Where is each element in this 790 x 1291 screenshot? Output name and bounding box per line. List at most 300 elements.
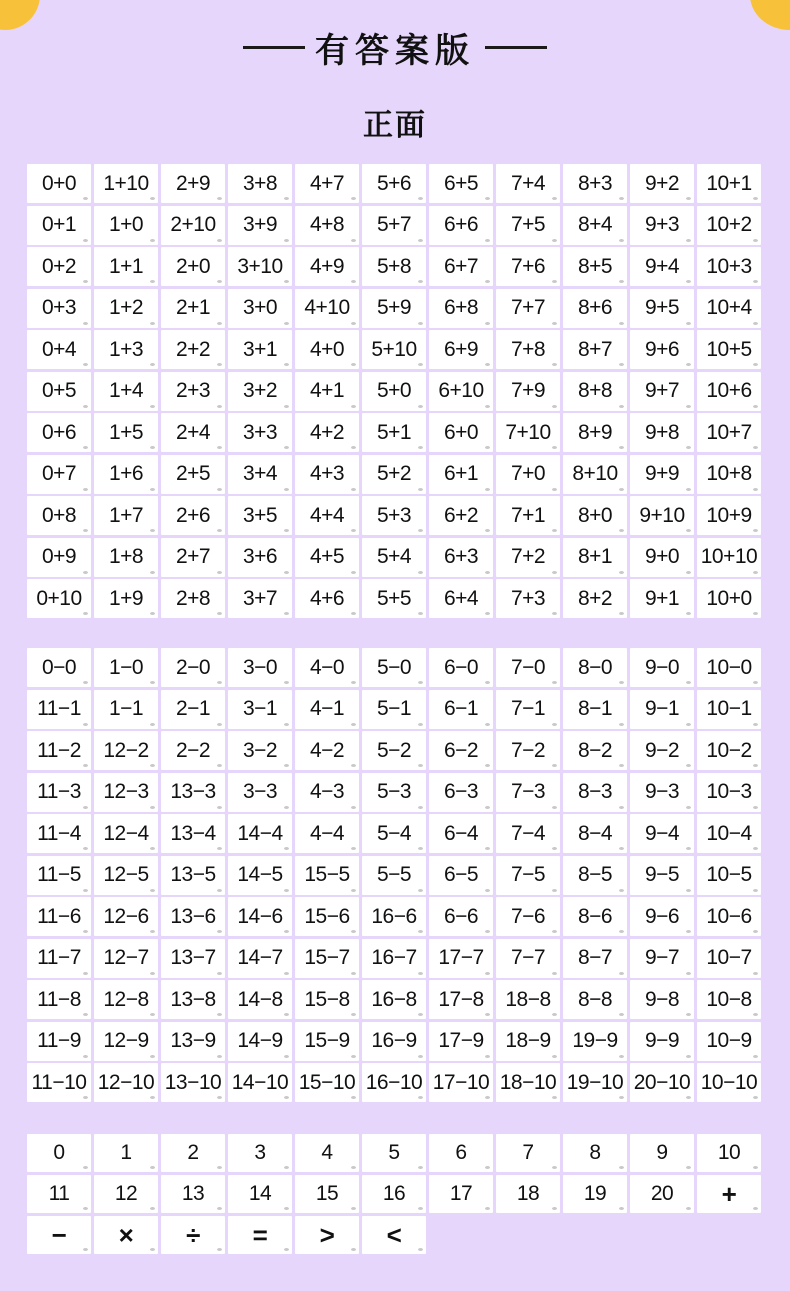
card-corner-mark xyxy=(217,764,222,767)
card-corner-mark xyxy=(351,1166,356,1169)
subtraction-card-label: 12−10 xyxy=(97,1070,155,1094)
subtraction-card-label: 17−8 xyxy=(438,987,484,1011)
addition-card xyxy=(496,206,560,245)
card-corner-mark xyxy=(284,889,289,892)
addition-card xyxy=(630,247,694,286)
addition-card-label: 4+6 xyxy=(309,586,345,610)
card-corner-mark xyxy=(83,889,88,892)
card-corner-mark xyxy=(284,764,289,767)
number-card-label: = xyxy=(252,1219,268,1250)
subtraction-card xyxy=(228,980,292,1019)
card-corner-mark xyxy=(753,446,758,449)
card-corner-mark xyxy=(485,847,490,850)
subtraction-card-label: 20−10 xyxy=(633,1070,691,1094)
addition-card xyxy=(94,289,158,328)
addition-card xyxy=(429,455,493,494)
addition-card xyxy=(563,289,627,328)
addition-card xyxy=(161,289,225,328)
addition-card-label: 3+5 xyxy=(242,503,278,527)
number-card-label: 18 xyxy=(516,1182,540,1205)
subtraction-card xyxy=(161,980,225,1019)
addition-card-label: 0+0 xyxy=(41,171,77,195)
card-corner-mark xyxy=(552,1055,557,1058)
card-corner-mark xyxy=(619,322,624,325)
card-corner-mark xyxy=(619,488,624,491)
card-corner-mark xyxy=(753,488,758,491)
addition-card xyxy=(563,206,627,245)
subtraction-card-label: 11−8 xyxy=(37,987,81,1011)
card-corner-mark xyxy=(686,529,691,532)
subtraction-card-label: 3−2 xyxy=(242,738,278,762)
addition-card-label: 5+4 xyxy=(376,545,412,568)
card-corner-mark xyxy=(619,1166,624,1169)
addition-card xyxy=(362,579,426,618)
card-corner-mark xyxy=(83,847,88,850)
addition-card-label: 3+9 xyxy=(242,213,278,236)
addition-card xyxy=(27,413,91,452)
card-corner-mark xyxy=(284,1013,289,1016)
subtraction-card xyxy=(228,773,292,812)
subtraction-card xyxy=(362,897,426,936)
subtraction-card-label: 3−0 xyxy=(242,655,278,679)
addition-card xyxy=(563,372,627,411)
addition-card-label: 9+4 xyxy=(644,254,680,278)
subtraction-card xyxy=(697,814,761,853)
card-corner-mark xyxy=(753,571,758,574)
number-symbol-card-grid xyxy=(27,1134,764,1254)
card-corner-mark xyxy=(753,1055,758,1058)
subtraction-card xyxy=(563,690,627,729)
addition-card-label: 0+5 xyxy=(41,379,77,402)
addition-card-label: 6+10 xyxy=(438,379,484,402)
number-card-label: > xyxy=(319,1219,335,1250)
card-corner-mark xyxy=(284,806,289,809)
card-corner-mark xyxy=(284,322,289,325)
subtraction-card-label: 12−9 xyxy=(103,1029,149,1052)
card-corner-mark xyxy=(150,529,155,532)
subtraction-card-label: 5−2 xyxy=(376,738,412,762)
addition-card xyxy=(27,496,91,535)
title-row xyxy=(0,22,790,72)
card-corner-mark xyxy=(418,681,423,684)
subtraction-card xyxy=(161,1063,225,1102)
addition-card-label: 1+6 xyxy=(108,462,144,485)
addition-card xyxy=(429,413,493,452)
addition-card-label: 5+10 xyxy=(371,337,417,361)
addition-card xyxy=(496,455,560,494)
card-corner-mark xyxy=(150,1166,155,1169)
addition-card xyxy=(697,330,761,369)
card-corner-mark xyxy=(418,197,423,200)
card-corner-mark xyxy=(150,889,155,892)
card-corner-mark xyxy=(552,612,557,615)
subtraction-card-label: 8−0 xyxy=(577,655,613,679)
subtraction-card xyxy=(161,731,225,770)
card-corner-mark xyxy=(753,1207,758,1210)
addition-card xyxy=(161,538,225,577)
card-corner-mark xyxy=(619,1207,624,1210)
card-corner-mark xyxy=(150,197,155,200)
addition-card xyxy=(630,330,694,369)
addition-card xyxy=(496,164,560,203)
card-corner-mark xyxy=(552,488,557,491)
subtraction-card xyxy=(697,648,761,687)
addition-card xyxy=(429,330,493,369)
subtraction-card-label: 4−4 xyxy=(309,821,345,845)
card-corner-mark xyxy=(284,280,289,283)
subtraction-card xyxy=(161,690,225,729)
subtraction-card xyxy=(27,648,91,687)
number-card-label: 15 xyxy=(315,1182,339,1205)
card-corner-mark xyxy=(552,363,557,366)
subtraction-card-label: 13−7 xyxy=(170,946,216,969)
addition-card-label: 0+3 xyxy=(41,296,77,319)
subtraction-card-label: 12−5 xyxy=(103,863,149,886)
subtraction-card xyxy=(362,939,426,978)
addition-card-label: 6+9 xyxy=(443,337,479,361)
subtraction-card-label: 12−4 xyxy=(103,821,149,845)
card-corner-mark xyxy=(485,488,490,491)
subtraction-card-label: 16−9 xyxy=(371,1029,417,1052)
card-corner-mark xyxy=(753,806,758,809)
subtraction-card xyxy=(697,1063,761,1102)
addition-card-label: 4+10 xyxy=(304,296,350,319)
card-corner-mark xyxy=(351,1013,356,1016)
subtraction-card-label: 13−9 xyxy=(170,1029,216,1052)
addition-card-label: 5+0 xyxy=(376,379,412,402)
card-corner-mark xyxy=(485,889,490,892)
subtraction-card-label: 11−5 xyxy=(37,863,81,886)
card-corner-mark xyxy=(351,889,356,892)
addition-card xyxy=(697,538,761,577)
card-corner-mark xyxy=(753,529,758,532)
card-corner-mark xyxy=(418,889,423,892)
addition-card xyxy=(496,289,560,328)
subtraction-card xyxy=(496,773,560,812)
card-corner-mark xyxy=(552,1096,557,1099)
subtraction-card xyxy=(27,773,91,812)
card-corner-mark xyxy=(619,764,624,767)
card-corner-mark xyxy=(83,280,88,283)
addition-card xyxy=(295,413,359,452)
addition-card xyxy=(630,496,694,535)
card-corner-mark xyxy=(418,405,423,408)
number-card-label: 7 xyxy=(522,1141,534,1164)
card-corner-mark xyxy=(619,571,624,574)
subtraction-card xyxy=(630,731,694,770)
card-corner-mark xyxy=(351,363,356,366)
card-corner-mark xyxy=(418,612,423,615)
addition-card xyxy=(630,579,694,618)
subtraction-card xyxy=(496,690,560,729)
addition-card xyxy=(228,206,292,245)
addition-card-label: 4+2 xyxy=(309,420,345,444)
card-corner-mark xyxy=(150,1096,155,1099)
addition-card-label: 7+4 xyxy=(510,171,546,195)
addition-card-label: 10+10 xyxy=(700,545,758,568)
card-corner-mark xyxy=(217,529,222,532)
subtraction-card xyxy=(27,980,91,1019)
subtraction-card-label: 13−3 xyxy=(170,780,216,803)
subtraction-card-label: 10−5 xyxy=(706,863,752,886)
subtraction-card xyxy=(697,1022,761,1061)
card-corner-mark xyxy=(217,889,222,892)
addition-card-label: 2+9 xyxy=(175,171,211,195)
addition-card-label: 5+5 xyxy=(376,586,412,610)
addition-card-label: 10+7 xyxy=(706,420,752,444)
card-corner-mark xyxy=(753,239,758,242)
subtraction-card xyxy=(295,1022,359,1061)
number-card-label: 2 xyxy=(187,1141,199,1164)
card-corner-mark xyxy=(217,1207,222,1210)
addition-card xyxy=(94,538,158,577)
addition-card xyxy=(697,247,761,286)
addition-card-label: 1+9 xyxy=(108,586,144,610)
addition-card-label: 3+3 xyxy=(242,420,278,444)
card-corner-mark xyxy=(418,1248,423,1251)
card-corner-mark xyxy=(351,764,356,767)
subtraction-card xyxy=(563,648,627,687)
card-corner-mark xyxy=(284,972,289,975)
subtraction-card-label: 4−0 xyxy=(309,655,345,679)
card-corner-mark xyxy=(485,1166,490,1169)
card-corner-mark xyxy=(351,806,356,809)
card-corner-mark xyxy=(351,1096,356,1099)
number-card-label: 19 xyxy=(583,1182,607,1205)
subtraction-card xyxy=(630,897,694,936)
card-corner-mark xyxy=(485,972,490,975)
card-corner-mark xyxy=(686,1013,691,1016)
addition-card xyxy=(362,247,426,286)
subtraction-card xyxy=(27,939,91,978)
addition-card xyxy=(27,206,91,245)
addition-card xyxy=(295,164,359,203)
card-corner-mark xyxy=(485,1055,490,1058)
number-card-label: 14 xyxy=(248,1182,272,1205)
addition-card-label: 3+6 xyxy=(242,545,278,568)
card-corner-mark xyxy=(418,280,423,283)
card-corner-mark xyxy=(552,972,557,975)
subtraction-card-label: 5−4 xyxy=(376,821,412,845)
number-card-label: 8 xyxy=(589,1141,601,1164)
subtraction-card-label: 1−0 xyxy=(108,655,144,679)
card-corner-mark xyxy=(686,681,691,684)
subtraction-card-label: 15−6 xyxy=(304,904,350,928)
subtraction-card xyxy=(630,814,694,853)
subtraction-card xyxy=(27,897,91,936)
addition-card-label: 4+0 xyxy=(309,337,345,361)
card-corner-mark xyxy=(485,363,490,366)
card-corner-mark xyxy=(351,723,356,726)
subtraction-card xyxy=(429,690,493,729)
addition-card-label: 8+0 xyxy=(577,503,613,527)
addition-card xyxy=(295,289,359,328)
card-corner-mark xyxy=(485,405,490,408)
subtraction-card xyxy=(94,897,158,936)
subtraction-card-label: 9−0 xyxy=(644,655,680,679)
addition-card xyxy=(94,413,158,452)
number-card xyxy=(630,1134,694,1172)
addition-card-label: 1+8 xyxy=(108,545,144,568)
card-corner-mark xyxy=(351,488,356,491)
addition-card xyxy=(429,538,493,577)
addition-card xyxy=(228,164,292,203)
addition-card xyxy=(429,496,493,535)
card-corner-mark xyxy=(485,571,490,574)
subtraction-card xyxy=(295,648,359,687)
addition-card xyxy=(228,579,292,618)
addition-card-label: 5+6 xyxy=(376,171,412,195)
subtraction-card-label: 3−3 xyxy=(242,780,278,803)
subtraction-card xyxy=(94,1022,158,1061)
card-corner-mark xyxy=(217,612,222,615)
subtraction-card-label: 10−9 xyxy=(706,1029,752,1052)
addition-card-label: 8+4 xyxy=(577,213,613,236)
card-corner-mark xyxy=(485,280,490,283)
number-card xyxy=(228,1175,292,1213)
subtraction-card xyxy=(697,773,761,812)
subtraction-card-label: 10−0 xyxy=(706,655,752,679)
subtraction-card-label: 9−7 xyxy=(644,946,680,969)
card-corner-mark xyxy=(686,239,691,242)
addition-card-label: 10+6 xyxy=(706,379,752,402)
subtraction-card xyxy=(697,939,761,978)
addition-card xyxy=(27,538,91,577)
card-corner-mark xyxy=(418,930,423,933)
card-corner-mark xyxy=(284,197,289,200)
card-corner-mark xyxy=(83,972,88,975)
card-corner-mark xyxy=(351,847,356,850)
addition-card xyxy=(362,330,426,369)
card-corner-mark xyxy=(552,1166,557,1169)
addition-card-label: 3+10 xyxy=(237,254,283,278)
subtraction-card xyxy=(228,856,292,895)
addition-card-label: 7+9 xyxy=(510,379,546,402)
subtraction-card-label: 14−9 xyxy=(237,1029,283,1052)
subtraction-card-label: 8−2 xyxy=(577,738,613,762)
card-corner-mark xyxy=(351,681,356,684)
number-card-label: 11 xyxy=(48,1182,70,1205)
card-corner-mark xyxy=(485,1013,490,1016)
subtraction-card-label: 4−3 xyxy=(309,780,345,803)
subtraction-card xyxy=(563,1063,627,1102)
card-corner-mark xyxy=(418,571,423,574)
addition-card xyxy=(563,496,627,535)
subtraction-card-label: 8−6 xyxy=(577,904,613,928)
card-corner-mark xyxy=(284,1096,289,1099)
card-corner-mark xyxy=(485,612,490,615)
number-card-label: 17 xyxy=(449,1182,473,1205)
addition-card-label: 4+1 xyxy=(309,379,345,402)
addition-card xyxy=(362,289,426,328)
card-corner-mark xyxy=(284,363,289,366)
addition-card-label: 9+6 xyxy=(644,337,680,361)
card-corner-mark xyxy=(217,446,222,449)
card-corner-mark xyxy=(284,446,289,449)
card-corner-mark xyxy=(150,972,155,975)
card-corner-mark xyxy=(284,1055,289,1058)
addition-card-label: 0+7 xyxy=(41,462,77,485)
card-corner-mark xyxy=(753,405,758,408)
addition-card xyxy=(630,206,694,245)
addition-card xyxy=(228,455,292,494)
subtraction-card xyxy=(295,939,359,978)
subtraction-card xyxy=(630,773,694,812)
card-corner-mark xyxy=(686,363,691,366)
addition-card-label: 7+6 xyxy=(510,254,546,278)
subtraction-card-label: 5−5 xyxy=(376,863,412,886)
card-corner-mark xyxy=(284,571,289,574)
number-card xyxy=(697,1175,761,1213)
subtraction-card-label: 2−2 xyxy=(175,738,211,762)
addition-card-label: 10+4 xyxy=(706,296,752,319)
subtraction-card-label: 12−6 xyxy=(103,904,149,928)
number-card xyxy=(228,1216,292,1254)
addition-card xyxy=(228,330,292,369)
card-corner-mark xyxy=(217,1013,222,1016)
card-corner-mark xyxy=(150,488,155,491)
card-corner-mark xyxy=(83,239,88,242)
addition-card-label: 8+8 xyxy=(577,379,613,402)
subtraction-card xyxy=(496,1022,560,1061)
addition-card xyxy=(563,164,627,203)
subtraction-card-label: 13−6 xyxy=(170,904,216,928)
card-corner-mark xyxy=(686,1096,691,1099)
addition-card xyxy=(295,538,359,577)
subtraction-card xyxy=(697,980,761,1019)
card-corner-mark xyxy=(418,1166,423,1169)
addition-card xyxy=(563,330,627,369)
card-corner-mark xyxy=(418,764,423,767)
number-card-label: 12 xyxy=(114,1182,138,1205)
card-corner-mark xyxy=(552,764,557,767)
subtraction-card-label: 8−4 xyxy=(577,821,613,845)
addition-card xyxy=(429,164,493,203)
card-corner-mark xyxy=(686,723,691,726)
number-card xyxy=(429,1175,493,1213)
card-corner-mark xyxy=(284,847,289,850)
subtraction-card-label: 15−8 xyxy=(304,987,350,1011)
addition-card xyxy=(496,247,560,286)
subtraction-card xyxy=(295,690,359,729)
addition-card-label: 0+2 xyxy=(41,254,77,278)
card-corner-mark xyxy=(150,612,155,615)
card-corner-mark xyxy=(485,239,490,242)
card-corner-mark xyxy=(217,847,222,850)
addition-card-label: 10+9 xyxy=(706,503,752,527)
subtraction-card xyxy=(630,980,694,1019)
addition-card xyxy=(362,413,426,452)
addition-card xyxy=(362,206,426,245)
subtraction-card-label: 9−1 xyxy=(644,697,680,720)
addition-card-label: 3+8 xyxy=(242,171,278,195)
card-corner-mark xyxy=(619,405,624,408)
addition-card-label: 6+8 xyxy=(443,296,479,319)
addition-card-label: 6+4 xyxy=(443,586,479,610)
subtraction-card-label: 16−8 xyxy=(371,987,417,1011)
subtraction-card xyxy=(94,856,158,895)
card-corner-mark xyxy=(619,806,624,809)
subtraction-card xyxy=(563,939,627,978)
subtraction-card-label: 7−2 xyxy=(510,738,546,762)
card-corner-mark xyxy=(284,1166,289,1169)
addition-card-label: 0+4 xyxy=(41,337,77,361)
card-corner-mark xyxy=(418,1207,423,1210)
addition-card xyxy=(563,579,627,618)
card-corner-mark xyxy=(83,1096,88,1099)
card-corner-mark xyxy=(552,806,557,809)
subtraction-card xyxy=(496,980,560,1019)
